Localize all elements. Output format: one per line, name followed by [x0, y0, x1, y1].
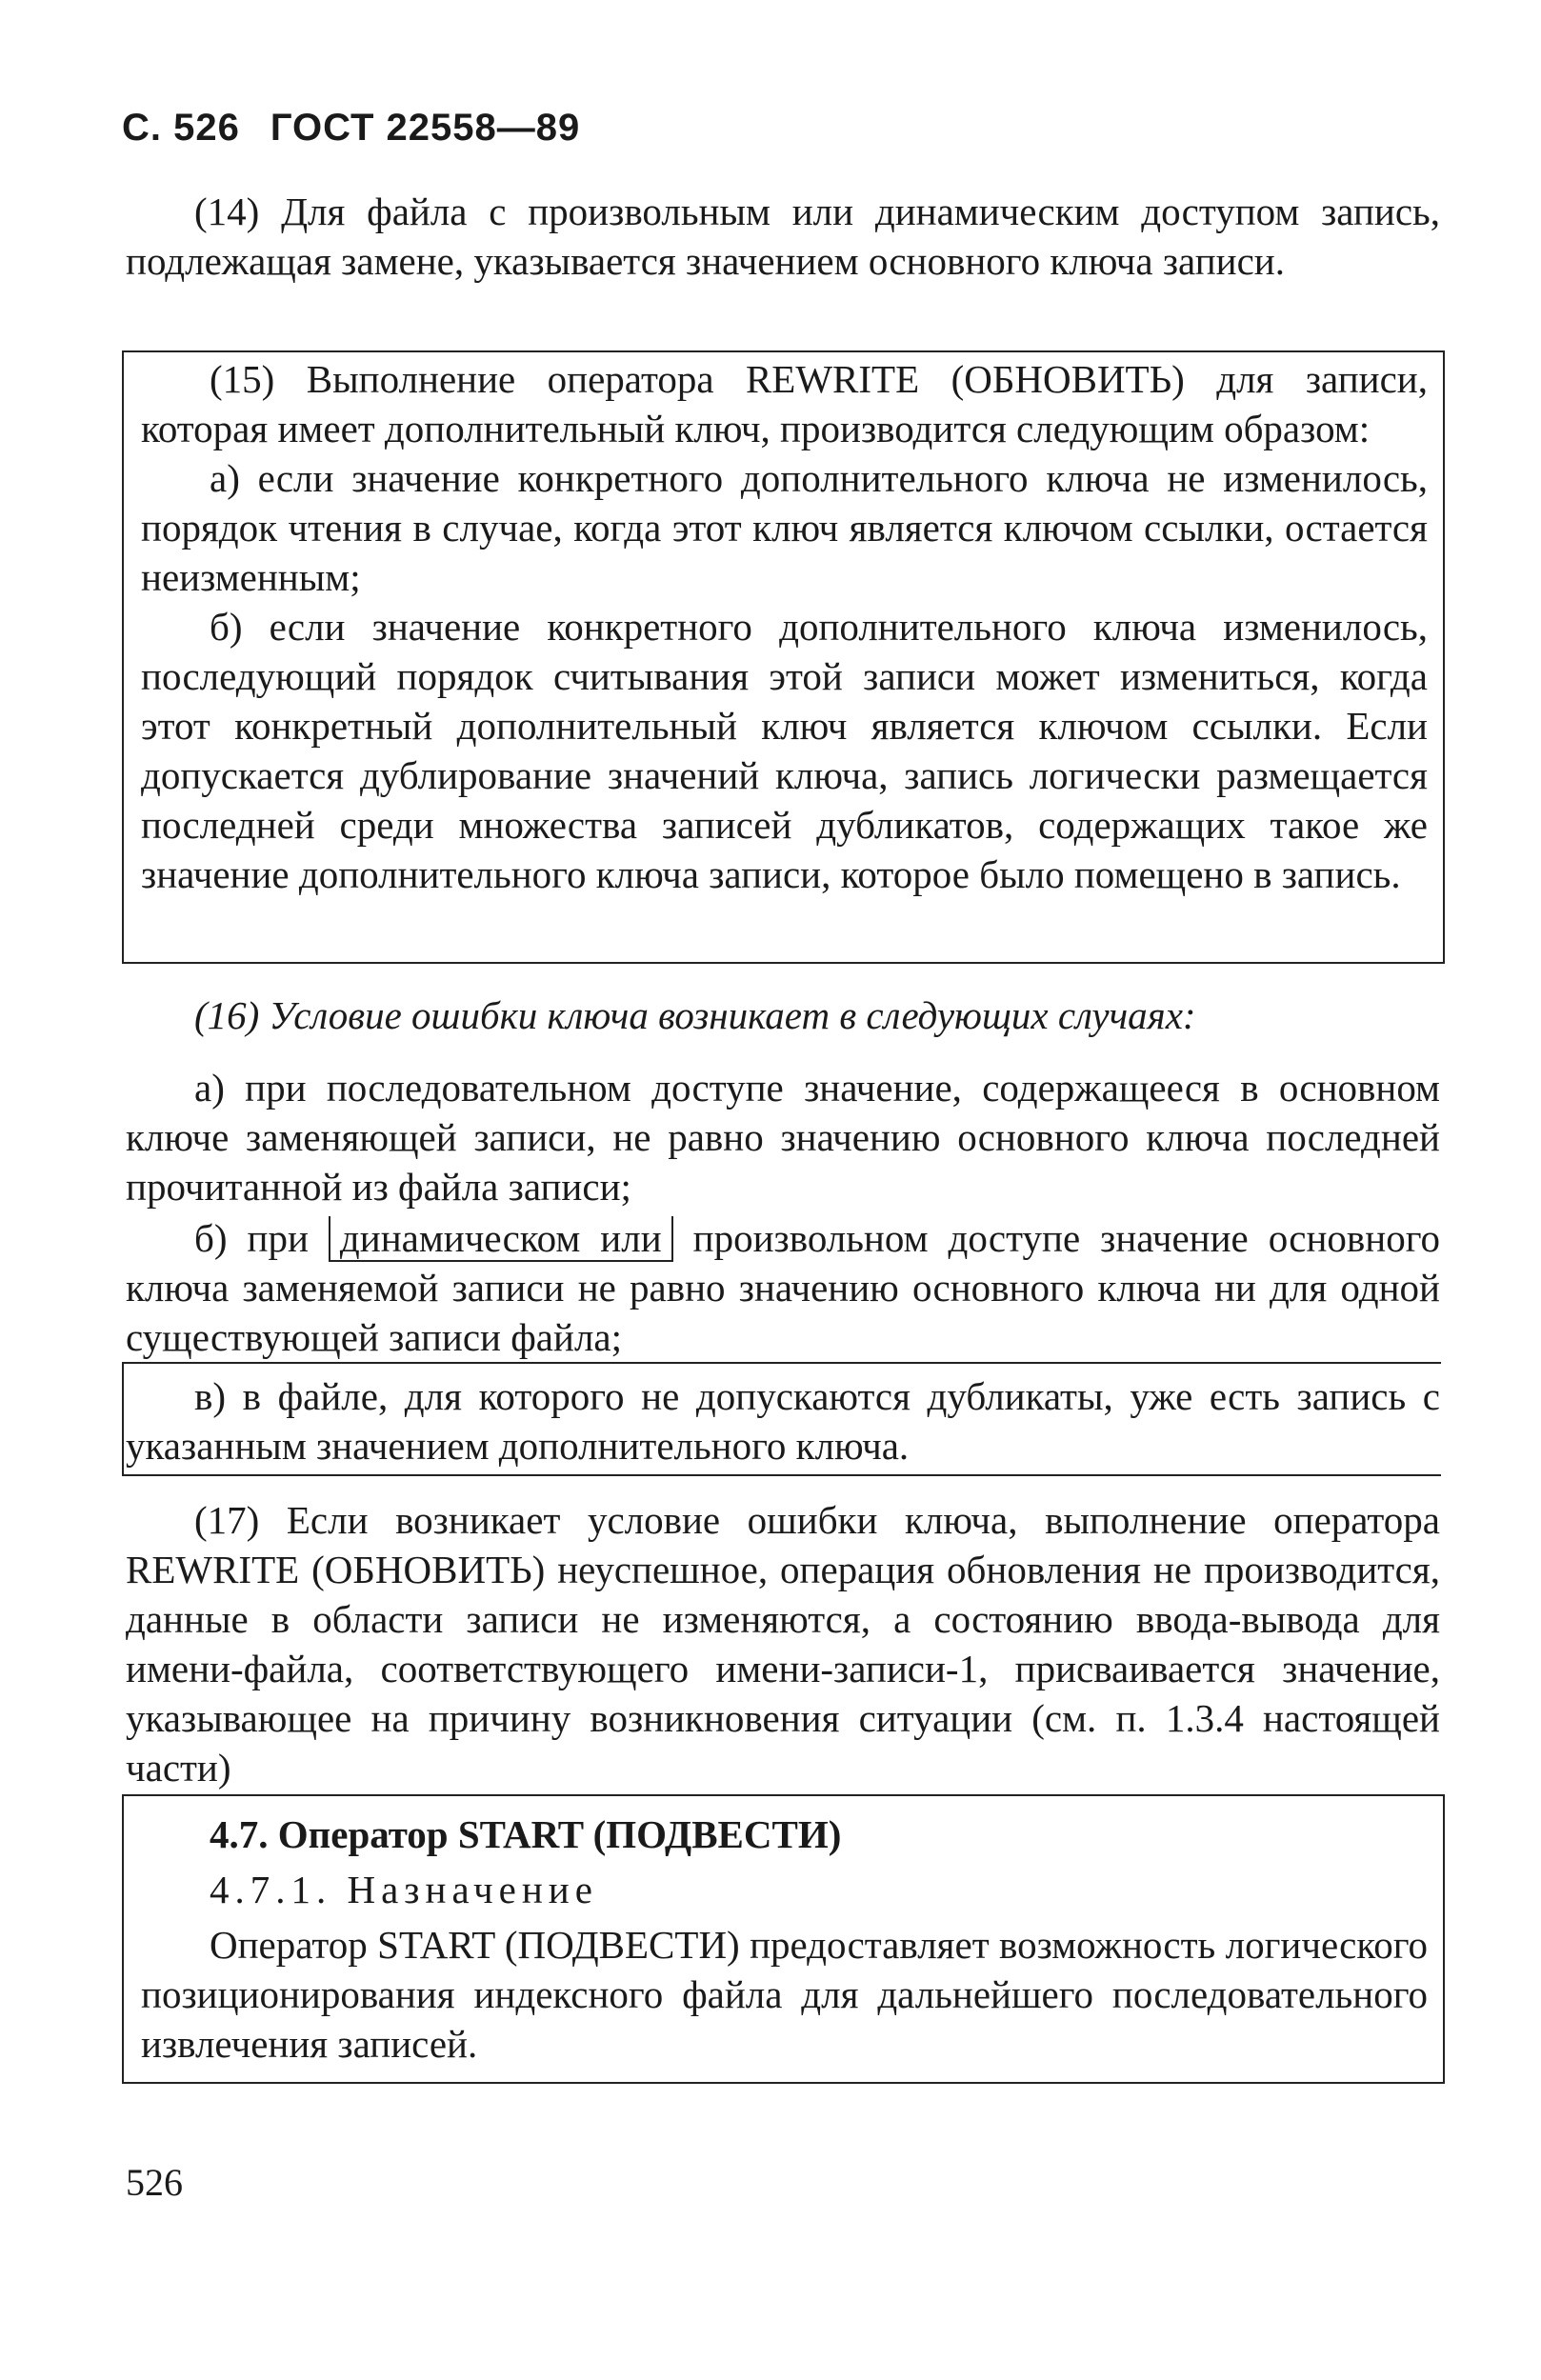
section-subheading: 4.7.1. Назначение	[210, 1868, 598, 1911]
paragraph-17: (17) Если возникает условие ошибки ключа, выполнение оператора REWRITE (ОБНОВИТЬ) неуспешное, операция обновления не производится, данные в области записи не изменяются, а состоянию ввода-вывода для имени-файла, соответствующего имени-записи-1, присваивается значение, указывающее на причину возникновения ситуации (см. п. 1.3.4 настоящей части)	[126, 1498, 1440, 1790]
section-heading: 4.7. Оператор START (ПОДВЕСТИ)	[210, 1812, 842, 1856]
boxed-section-4-7	[122, 1794, 1445, 2084]
divider-line	[122, 1474, 1441, 1476]
page-label: С. 526	[122, 107, 240, 149]
standard-label: ГОСТ 22558—89	[270, 107, 581, 149]
paragraph-16-c: в) в файле, для которого не допускаются дубликаты, уже есть запись с указанным значением дополнительного ключа.	[126, 1374, 1440, 1468]
divider-line	[122, 1362, 1441, 1364]
boxed-section-15	[122, 350, 1445, 964]
box-left-edge	[122, 1362, 124, 1476]
paragraph-16-b-pre: б) при	[194, 1216, 309, 1260]
paragraph-16-intro: (16) Условие ошибки ключа возникает в следующих случаях:	[194, 993, 1196, 1037]
paragraph-15-b: б) если значение конкретного дополнительного ключа изменилось, последующий порядок считывания этой записи может измениться, когда этот конкретный дополнительный ключ является ключом ссылки. Если допускается дублирование значений ключа, запись логически размещается последней среди множества записей дубликатов, содержащих такое же значение дополнительного ключа записи, которое было помещено в запись.	[141, 605, 1428, 896]
page-number: 526	[126, 2161, 183, 2204]
paragraph-16-b	[126, 1213, 1440, 1362]
paragraph-14: (14) Для файла с произвольным или динамическим доступом запись, подлежащая замене, указывается значением основного ключа записи.	[126, 190, 1440, 283]
paragraph-16-a: а) при последовательном доступе значение, содержащееся в основном ключе заменяющей записи, не равно значению основного ключа последней прочитанной из файла записи;	[126, 1066, 1440, 1209]
page-header	[122, 107, 580, 150]
paragraph-15-a: а) если значение конкретного дополнительного ключа не изменилось, порядок чтения в случае, когда этот ключ является ключом ссылки, остается неизменным;	[141, 456, 1428, 599]
paragraph-15-intro: (15) Выполнение оператора REWRITE (ОБНОВИТЬ) для записи, которая имеет дополнительный ключ, производится следующим образом:	[141, 357, 1428, 450]
section-text: Оператор START (ПОДВЕСТИ) предоставляет возможность логического позиционирования индексного файла для дальнейшего последовательного извлечения записей.	[141, 1923, 1428, 2066]
boxed-inline-text: динамическом или	[329, 1216, 673, 1262]
paragraph-16-b-post: произвольном доступе значение основного ключа заменяемой записи не равно значению основного ключа ни для одной существующей записи файла;	[126, 1216, 1441, 1359]
